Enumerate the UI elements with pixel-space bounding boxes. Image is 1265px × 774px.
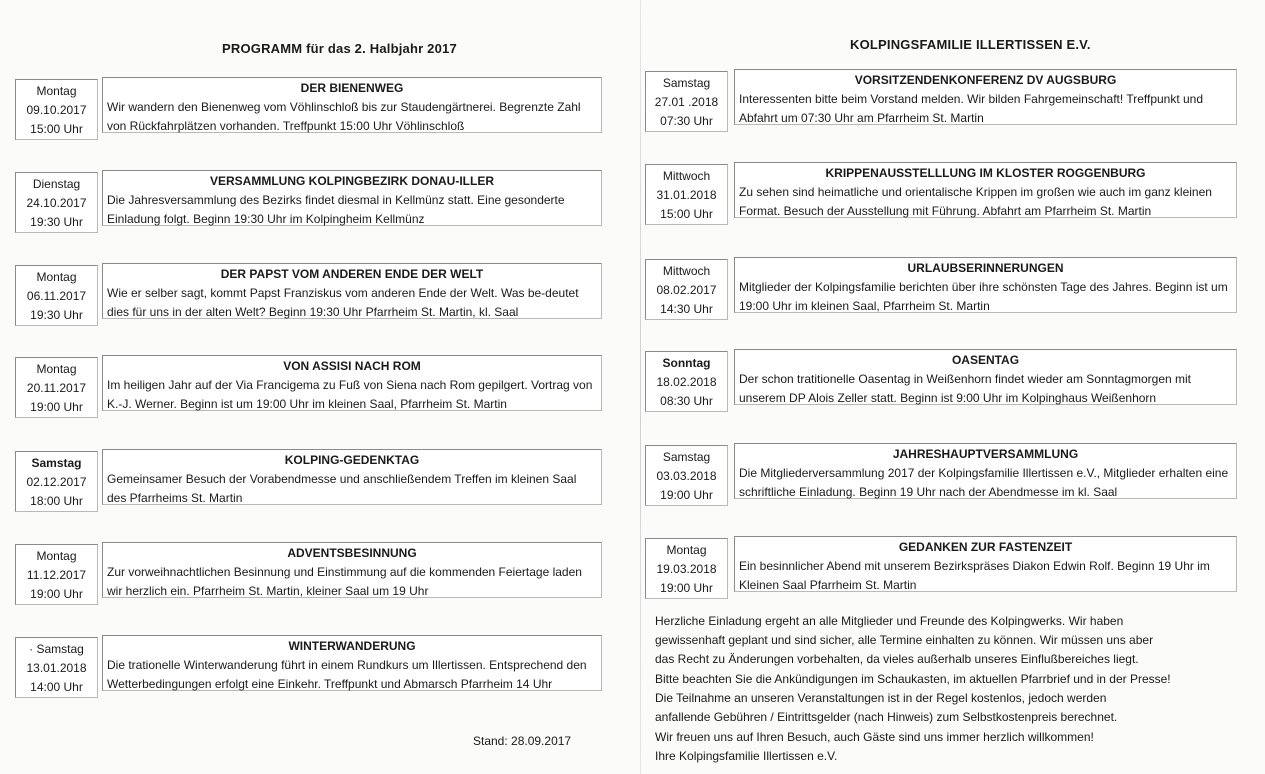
event-description-box [734, 536, 1237, 592]
page-fold [640, 0, 641, 774]
event-time: 14:30 Uhr [660, 302, 713, 316]
event-day: Mittwoch [662, 169, 711, 183]
event-time: 19:00 Uhr [660, 488, 713, 502]
event-description-box [102, 542, 602, 598]
closing-text [655, 612, 1235, 766]
event-description-box [102, 355, 602, 411]
event-day: Montag [36, 84, 77, 98]
event-date-box [15, 637, 98, 698]
event-date-box [645, 259, 728, 320]
event-description-box [102, 263, 602, 319]
event-time: 19:30 Uhr [30, 215, 83, 229]
event-day: Montag [666, 543, 707, 557]
event-description-box [734, 162, 1237, 218]
event-day: Samstag [662, 76, 711, 90]
event-date: 13.01.2018 [26, 661, 87, 675]
event-day: Dienstag [32, 177, 81, 191]
event-text: Mitglieder der Kolpingsfamilie berichten über ihre schönsten Tage des Jahres. Beginn ist um 19:00 Uhr im kleinen Saal, Pfarrheim St. Martin [739, 280, 1228, 313]
event-time: 19:00 Uhr [660, 581, 713, 595]
event-description-box [734, 69, 1237, 125]
event-description-box [102, 635, 602, 691]
event-time: 15:00 Uhr [30, 122, 83, 136]
event-title: KOLPING-GEDENKTAG [284, 453, 420, 467]
event-title: VERSAMMLUNG KOLPINGBEZIRK DONAU-ILLER [210, 174, 494, 188]
event-description-box [734, 349, 1237, 405]
event-day: Sonntag [662, 356, 711, 370]
event-time: 15:00 Uhr [660, 207, 713, 221]
closing-line: anfallende Gebühren / Eintrittsgelder (nach Hinweis) zum Selbstkostenpreis berechnet. [655, 710, 1118, 724]
event-date: 24.10.2017 [26, 196, 87, 210]
event-date-box [645, 445, 728, 506]
closing-line: Die Teilnahme an unseren Veranstaltungen ist in der Regel kostenlos, jedoch werden [655, 691, 1107, 705]
event-time: 18:00 Uhr [30, 494, 83, 508]
event-title: GEDANKEN ZUR FASTENZEIT [898, 540, 1073, 554]
event-date: 02.12.2017 [26, 475, 87, 489]
closing-line: Wir freuen uns auf Ihren Besuch, auch Gäste sind uns immer herzlich willkommen! [655, 730, 1094, 744]
event-text: Die Mitgliederversammlung 2017 der Kolpingsfamilie Illertissen e.V., Mitglieder erhalten eine schriftliche Einladung. Beginn 19 Uhr nach der Abendmesse im kl. Saal [739, 466, 1229, 499]
event-time: 07:30 Uhr [660, 114, 713, 128]
event-text: Die trationelle Winterwanderung führt in einem Rundkurs um Illertissen. Entsprechend den Wetterbedingungen erfolgt eine Einkehr. Treffpunkt und Abmarsch Pfarrheim 14 Uhr [107, 658, 587, 691]
event-title: DER BIENENWEG [300, 81, 404, 95]
event-title: DER PAPST VOM ANDEREN ENDE DER WELT [220, 267, 484, 281]
event-description-box [102, 77, 602, 133]
event-title: URLAUBSERINNERUNGEN [907, 261, 1064, 275]
closing-line: Ihre Kolpingsfamilie Illertissen e.V. [655, 749, 838, 763]
event-time: 08:30 Uhr [660, 394, 713, 408]
event-date: 11.12.2017 [26, 568, 87, 582]
event-time: 19:30 Uhr [30, 308, 83, 322]
closing-line: gewissenhaft geplant und sind sicher, alle Termine einhalten zu können. Wir müssen uns aber [655, 633, 1154, 647]
event-day: Samstag [31, 456, 82, 470]
event-title: JAHRESHAUPTVERSAMMLUNG [892, 447, 1079, 461]
event-date-box [15, 265, 98, 326]
event-title: ADVENTSBESINNUNG [287, 546, 417, 560]
event-date-box [15, 79, 98, 140]
event-day: Montag [36, 549, 77, 563]
event-date-box [15, 451, 98, 512]
event-description-box [102, 449, 602, 505]
event-date-box [15, 172, 98, 233]
event-day: Montag [36, 270, 77, 284]
event-title: KRIPPENAUSSTELLLUNG IM KLOSTER ROGGENBURG [825, 166, 1146, 180]
event-date-box [15, 544, 98, 605]
event-text: Zur vorweihnachtlichen Besinnung und Einstimmung auf die kommenden Feiertage laden wir herzlich ein. Pfarrheim St. Martin, kleiner Saal um 19 Uhr [107, 565, 582, 598]
event-description-box [734, 257, 1237, 313]
event-date: 19.03.2018 [656, 562, 717, 576]
closing-line: Bitte beachten Sie die Ankündigungen im Schaukasten, im aktuellen Pfarrbrief und in der Presse! [655, 672, 1171, 686]
event-date: 27.01 .2018 [654, 95, 719, 109]
event-text: Der schon tratitionelle Oasentag in Weißenhorn findet wieder am Sonntagmorgen mit unserem DP Alois Zeller statt. Beginn ist 9:00 Uhr im Kolpinghaus Weißenhorn [739, 372, 1192, 405]
closing-line: Herzliche Einladung ergeht an alle Mitglieder und Freunde des Kolpingwerks. Wir haben [655, 614, 1124, 628]
event-text: Interessenten bitte beim Vorstand melden. Wir bilden Fahrgemeinschaft! Treffpunkt und Abfahrt um 07:30 Uhr am Pfarrheim St. Martin [739, 92, 1204, 125]
event-title: VON ASSISI NACH ROM [283, 359, 421, 373]
event-text: Wir wandern den Bienenweg vom Vöhlinschloß bis zur Staudengärtnerei. Begrenzte Zahl von Rückfahrplätzen vorhanden. Treffpunkt 15:00 Uhr Vöhlinschloß [107, 100, 581, 133]
event-date: 18.02.2018 [656, 375, 717, 389]
event-date: 20.11.2017 [26, 381, 87, 395]
event-date-box [645, 71, 728, 132]
event-description-box [734, 443, 1237, 499]
event-text: Im heiligen Jahr auf der Via Francigema zu Fuß von Siena nach Rom gepilgert. Vortrag von K.-J. Werner. Beginn ist um 19:00 Uhr im kleinen Saal, Pfarrheim St. Martin [107, 378, 593, 411]
event-date: 09.10.2017 [26, 103, 87, 117]
event-time: 14:00 Uhr [30, 680, 83, 694]
event-day: Samstag [662, 450, 711, 464]
program-title: PROGRAMM für das 2. Halbjahr 2017 [222, 41, 457, 56]
event-title: VORSITZENDENKONFERENZ DV AUGSBURG [854, 73, 1117, 87]
event-text: Die Jahresversammlung des Bezirks findet diesmal in Kellmünz statt. Eine gesonderte Einladung folgt. Beginn 19:30 Uhr im Kolpingheim Kellmünz [107, 193, 565, 226]
event-title: OASENTAG [951, 353, 1020, 367]
event-description-box [102, 170, 602, 226]
event-day: Montag [36, 362, 77, 376]
closing-line: das Recht zu Änderungen vorbehalten, da vieles außerhalb unseres Einflußbereiches liegt. [655, 652, 1139, 666]
event-date-box [645, 164, 728, 225]
event-date-box [645, 538, 728, 599]
association-title: KOLPINGSFAMILIE ILLERTISSEN E.V. [850, 37, 1091, 52]
event-day: Mittwoch [662, 264, 711, 278]
event-date: 03.03.2018 [656, 469, 717, 483]
event-text: Gemeinsamer Besuch der Vorabendmesse und anschließendem Treffen im kleinen Saal des Pfarrheims St. Martin [107, 472, 577, 505]
event-text: Wie er selber sagt, kommt Papst Franziskus vom anderen Ende der Welt. Was be-deutet dies für uns in der alten Welt? Beginn 19:30 Uhr Pfarrheim St. Martin, kl. Saal [107, 286, 579, 319]
event-date-box [15, 357, 98, 418]
event-time: 19:00 Uhr [30, 400, 83, 414]
stand-date: Stand: 28.09.2017 [473, 734, 572, 748]
event-text: Ein besinnlicher Abend mit unserem Bezirkspräses Diakon Edwin Rolf. Beginn 19 Uhr im Kleinen Saal Pfarrheim St. Martin [739, 559, 1210, 592]
event-text: Zu sehen sind heimatliche und orientalische Krippen im großen wie auch im ganz kleinen Format. Besuch der Ausstellung mit Führung. Abfahrt am Pfarrheim St. Martin [739, 185, 1212, 218]
event-date-box [645, 351, 728, 412]
event-date: 08.02.2017 [656, 283, 717, 297]
event-date: 06.11.2017 [26, 289, 87, 303]
event-time: 19:00 Uhr [30, 587, 83, 601]
event-date: 31.01.2018 [656, 188, 717, 202]
event-day: · Samstag [29, 642, 84, 656]
event-title: WINTERWANDERUNG [288, 639, 416, 653]
